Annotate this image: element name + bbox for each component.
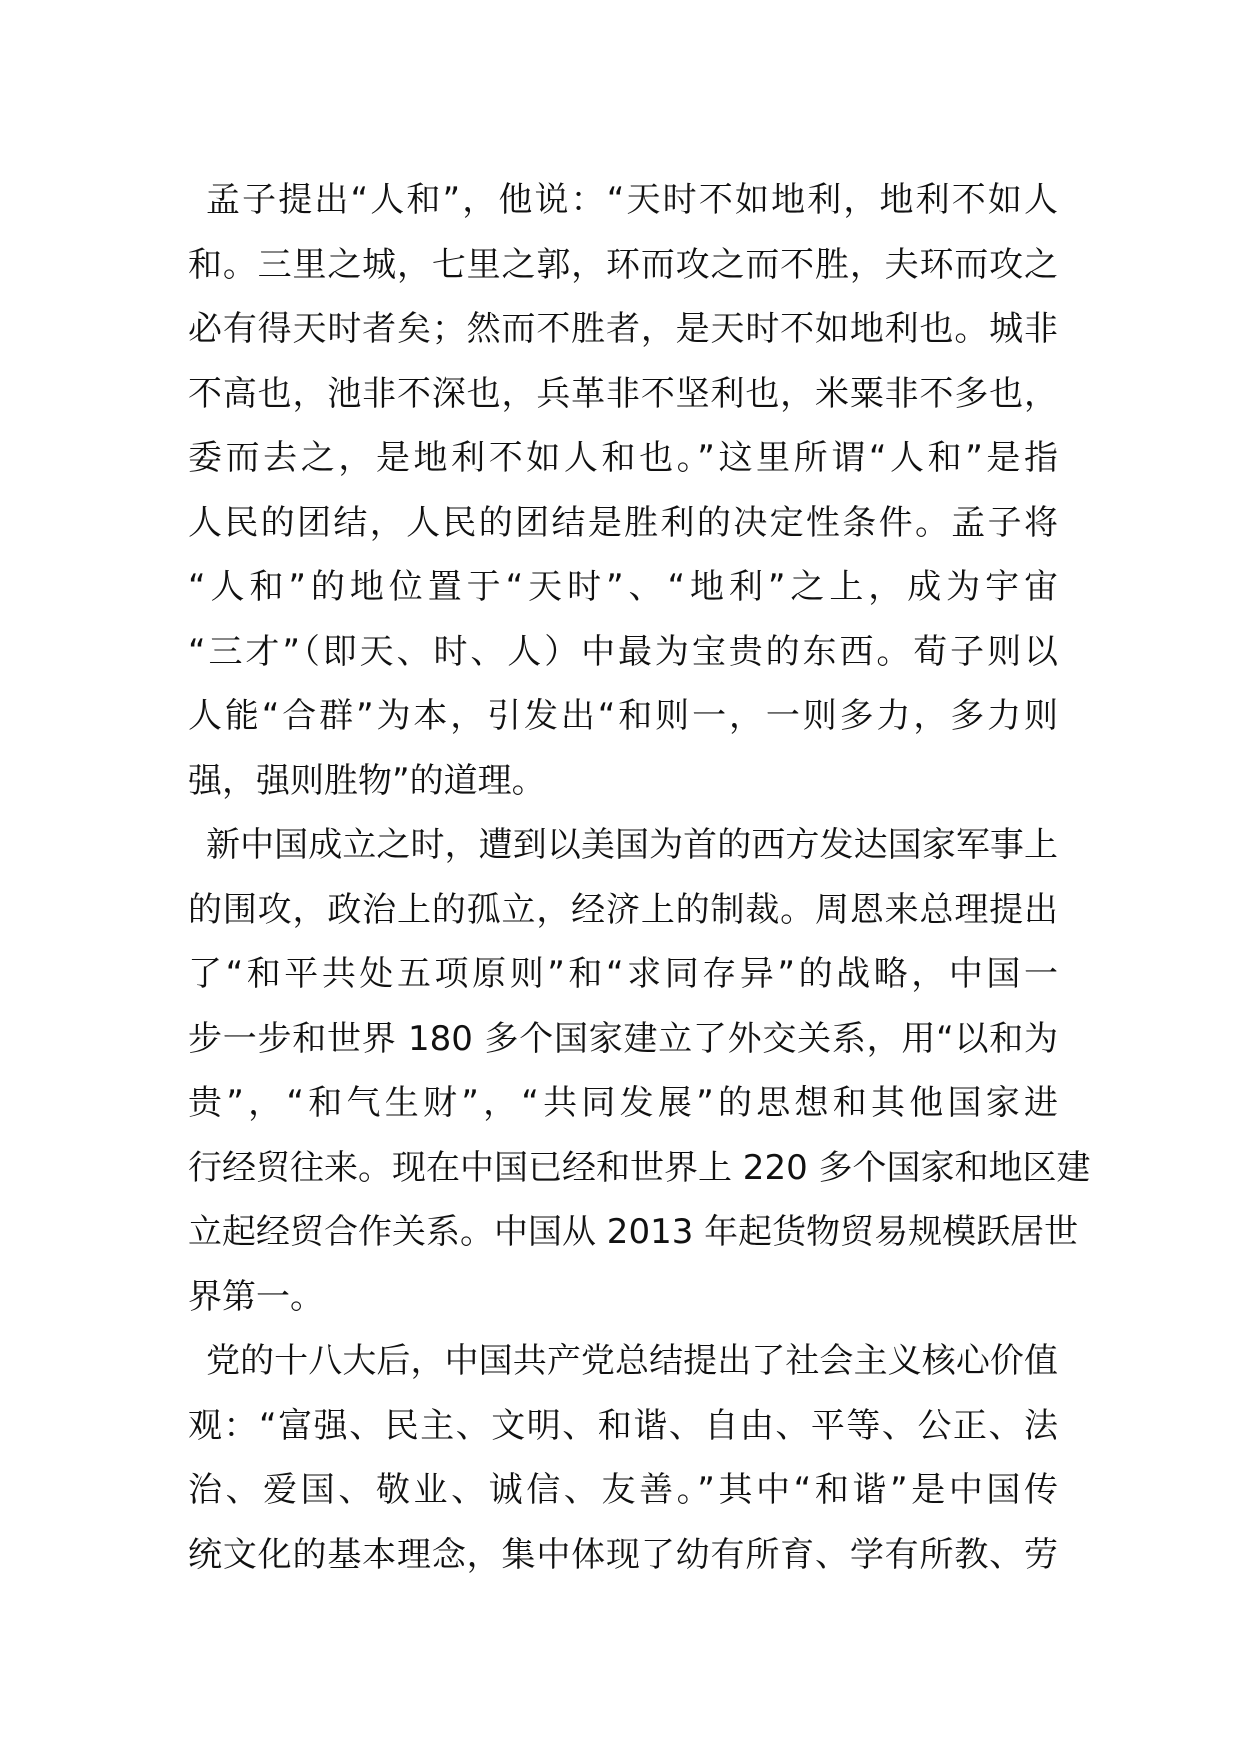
text-line: 界第一。: [188, 1276, 324, 1317]
paragraph-core-values: [188, 1329, 1058, 1587]
text-line: 党的十八大后，中国共产党总结提出了社会主义核心价值: [206, 1341, 1058, 1381]
paragraph-new-china-diplomacy: [188, 813, 1091, 1329]
document-body: [188, 168, 1091, 1587]
text-line: “三才”（即天、时、人）中最为宝贵的东西。荀子则以: [188, 631, 1058, 672]
text-line: 行经贸往来。现在中国已经和世界上 220 多个国家和地区建: [188, 1147, 1091, 1188]
text-line: 立起经贸合作关系。中国从 2013 年起货物贸易规模跃居世: [188, 1212, 1079, 1252]
text-line: 贵”，“和气生财”，“共同发展”的思想和其他国家进: [188, 1083, 1058, 1123]
text-line: 步一步和世界 180 多个国家建立了外交关系，用“以和为: [188, 1018, 1058, 1059]
text-line: 了“和平共处五项原则”和“求同存异”的战略，中国一: [188, 954, 1058, 994]
text-line: 观：“富强、民主、文明、和谐、自由、平等、公正、法: [188, 1405, 1058, 1446]
text-line: 新中国成立之时，遭到以美国为首的西方发达国家军事上: [206, 825, 1058, 865]
text-line: “人和”的地位置于“天时”、“地利”之上，成为宇宙: [188, 567, 1058, 607]
text-line: 委而去之，是地利不如人和也。”这里所谓“人和”是指: [188, 438, 1058, 478]
text-line: 人能“合群”为本，引发出“和则一，一则多力，多力则: [188, 696, 1058, 736]
text-line: 统文化的基本理念，集中体现了幼有所育、学有所教、劳: [188, 1534, 1058, 1575]
text-line: 的围攻，政治上的孤立，经济上的制裁。周恩来总理提出: [188, 889, 1058, 930]
text-line: 强，强则胜物”的道理。: [188, 760, 546, 801]
text-line: 不高也，池非不深也，兵革非不坚利也，米粟非不多也，: [188, 373, 1058, 414]
text-line: 治、爱国、敬业、诚信、友善。”其中“和谐”是中国传: [188, 1470, 1058, 1510]
text-line: 必有得天时者矣；然而不胜者，是天时不如地利也。城非: [188, 309, 1058, 349]
text-line: 人民的团结，人民的团结是胜利的决定性条件。孟子将: [188, 502, 1058, 543]
paragraph-mencius-harmony: [188, 168, 1058, 813]
text-line: 孟子提出“人和”，他说：“天时不如地利，地利不如人: [206, 180, 1058, 220]
text-line: 和。三里之城，七里之郭，环而攻之而不胜，夫环而攻之: [188, 244, 1058, 285]
